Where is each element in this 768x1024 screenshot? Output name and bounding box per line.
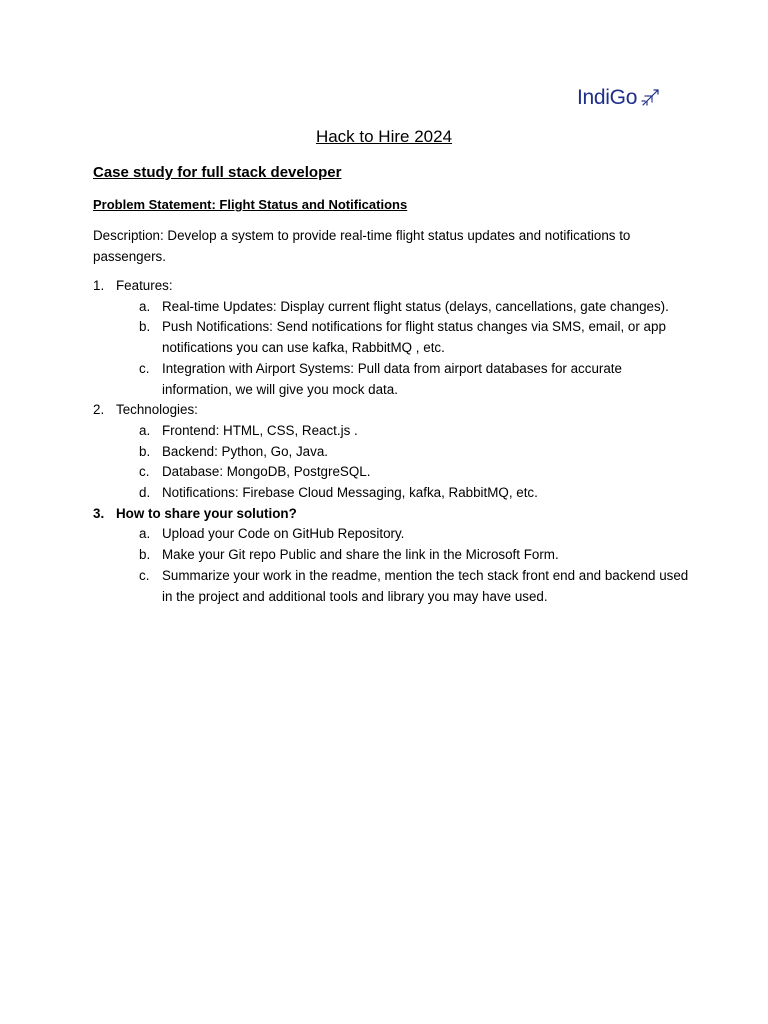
list-item [93, 421, 693, 442]
list-marker: a. [139, 298, 151, 314]
list-marker: c. [139, 464, 150, 480]
list-marker: c. [139, 360, 150, 376]
list-item-text: Notifications: Firebase Cloud Messaging, kafka, RabbitMQ, etc. [162, 485, 538, 501]
list-marker: b. [139, 443, 151, 459]
list-item [93, 297, 693, 318]
indigo-logo [577, 86, 660, 110]
logo-wordmark: IndiGo [577, 86, 638, 109]
list-marker: a. [139, 526, 151, 542]
list-marker: a. [139, 422, 151, 438]
section-label: How to share your solution? [116, 505, 297, 521]
list-item-text: Make your Git repo Public and share the link in the Microsoft Form. [162, 547, 559, 563]
list-item [93, 524, 693, 545]
list-marker: b. [139, 319, 151, 335]
sections-list [93, 276, 693, 607]
list-item-text: Push Notifications: Send notifications for flight status changes via SMS, email, or app notifications you can use kafka, RabbitMQ , etc. [162, 319, 666, 356]
section-label: Technologies: [116, 402, 198, 418]
list-item [93, 317, 693, 358]
list-marker: 2. [93, 402, 105, 418]
airplane-icon [640, 88, 660, 108]
section-label: Features: [116, 278, 173, 293]
list-item-text: Summarize your work in the readme, mention the tech stack front end and backend used in the project and additional tools and library you may have used. [162, 567, 689, 604]
list-item [93, 462, 693, 483]
list-item-text: Upload your Code on GitHub Repository. [162, 526, 405, 542]
problem-statement-heading: Problem Statement: Flight Status and Notifications [93, 197, 408, 212]
list-marker: d. [139, 485, 151, 501]
list-item-text: Backend: Python, Go, Java. [162, 443, 328, 459]
list-marker: b. [139, 547, 151, 563]
list-item [93, 566, 693, 607]
list-item [93, 442, 693, 463]
description-paragraph: Description: Develop a system to provide real-time flight status updates and notifications to passengers. [93, 228, 631, 264]
list-item [93, 483, 693, 504]
list-item-text: Real-time Updates: Display current flight status (delays, cancellations, gate changes). [162, 298, 669, 314]
list-item-text: Database: MongoDB, PostgreSQL. [162, 464, 371, 480]
section-technologies [93, 400, 693, 421]
document-title: Hack to Hire 2024 [315, 127, 453, 146]
section-share-solution [93, 504, 693, 525]
list-item-text: Frontend: HTML, CSS, React.js . [162, 422, 358, 438]
list-marker: c. [139, 567, 150, 583]
list-item-text: Integration with Airport Systems: Pull data from airport databases for accurate information, we will give you mock data. [162, 360, 622, 397]
list-item [93, 359, 693, 400]
list-item [93, 545, 693, 566]
case-study-heading: Case study for full stack developer [93, 164, 342, 181]
section-features [93, 276, 693, 297]
list-marker: 3. [93, 505, 105, 521]
list-marker: 1. [93, 278, 105, 293]
